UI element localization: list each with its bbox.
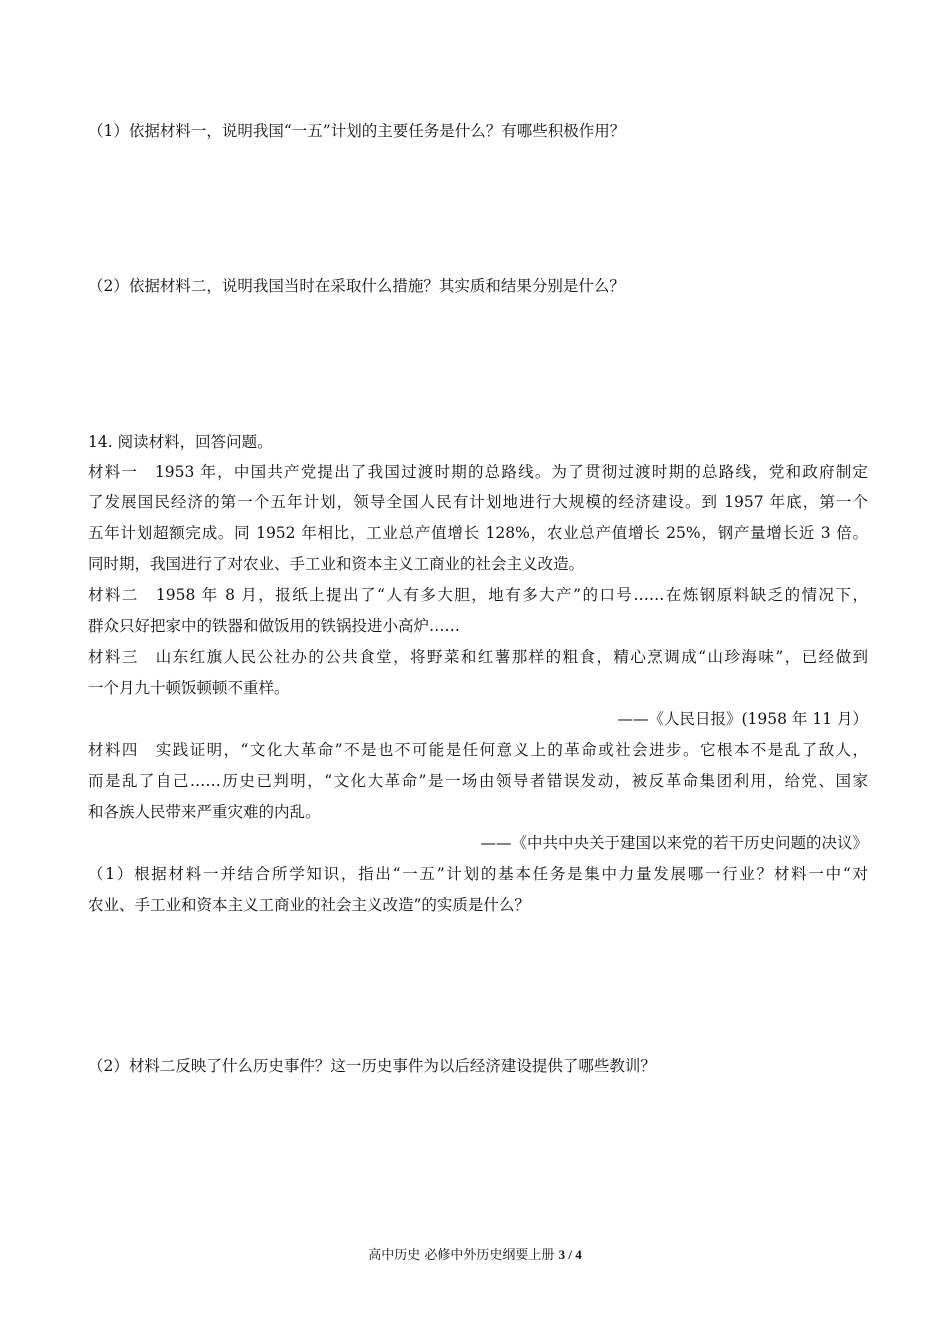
question-13-sub-1: （1）依据材料一，说明我国“一五”计划的主要任务是什么？有哪些积极作用？ [88,122,626,140]
question-14-heading: 14. 阅读材料，回答问题。 [88,433,273,451]
page-number: 3 / 4 [558,1247,582,1262]
material-1-line-3: 五年计划超额完成。同 1952 年相比，工业总产值增长 128%，农业总产值增长 25%，钢产量增长近 3 倍。 [88,524,868,542]
footer-course-title: 高中历史 必修中外历史纲要上册 [368,1248,555,1263]
material-4-line-2: 而是乱了自己……历史已判明，“文化大革命”是一场由领导者错误发动，被反革命集团利用，给党、国家 [88,772,868,790]
question-14-sub-1-line-1: （1）根据材料一并结合所学知识，指出“一五”计划的基本任务是集中力量发展哪一行业？材料一中“对 [88,865,868,883]
material-2-line-1: 材料二 1958 年 8 月，报纸上提出了“人有多大胆，地有多大产”的口号……在炼钢原料缺乏的情况下， [88,586,868,604]
material-1-line-4: 同时期，我国进行了对农业、手工业和资本主义工商业的社会主义改造。 [88,555,585,573]
material-2-line-2: 群众只好把家中的铁器和做饭用的铁锅投进小高炉…… [88,617,461,635]
material-1-line-1: 材料一 1953 年，中国共产党提出了我国过渡时期的总路线。为了贯彻过渡时期的总路线，党和政府制定 [88,463,868,481]
question-13-sub-2: （2）依据材料二，说明我国当时在采取什么措施？其实质和结果分别是什么？ [88,277,625,295]
material-3-source: ——《人民日报》(1958 年 11 月） [617,710,868,728]
material-3-line-2: 一个月九十顿饭顿顿不重样。 [88,679,290,697]
question-14-sub-1-line-2: 农业、手工业和资本主义工商业的社会主义改造”的实质是什么？ [88,896,530,914]
question-14-sub-2: （2）材料二反映了什么历史事件？这一历史事件为以后经济建设提供了哪些教训？ [88,1057,656,1075]
material-1-line-2: 了发展国民经济的第一个五年计划，领导全国人民有计划地进行大规模的经济建设。到 1957 年底，第一个 [88,493,868,511]
material-4-line-3: 和各族人民带来严重灾难的内乱。 [88,803,321,821]
material-3-line-1: 材料三 山东红旗人民公社办的公共食堂，将野菜和红薯那样的粗食，精心烹调成“山珍海味”，已经做到 [88,648,868,666]
page-footer [0,1246,950,1265]
material-4-source: ——《中共中央关于建国以来党的若干历史问题的决议》 [480,834,868,852]
material-4-line-1: 材料四 实践证明，“文化大革命”不是也不可能是任何意义上的革命或社会进步。它根本不是乱了敌人， [88,741,868,759]
